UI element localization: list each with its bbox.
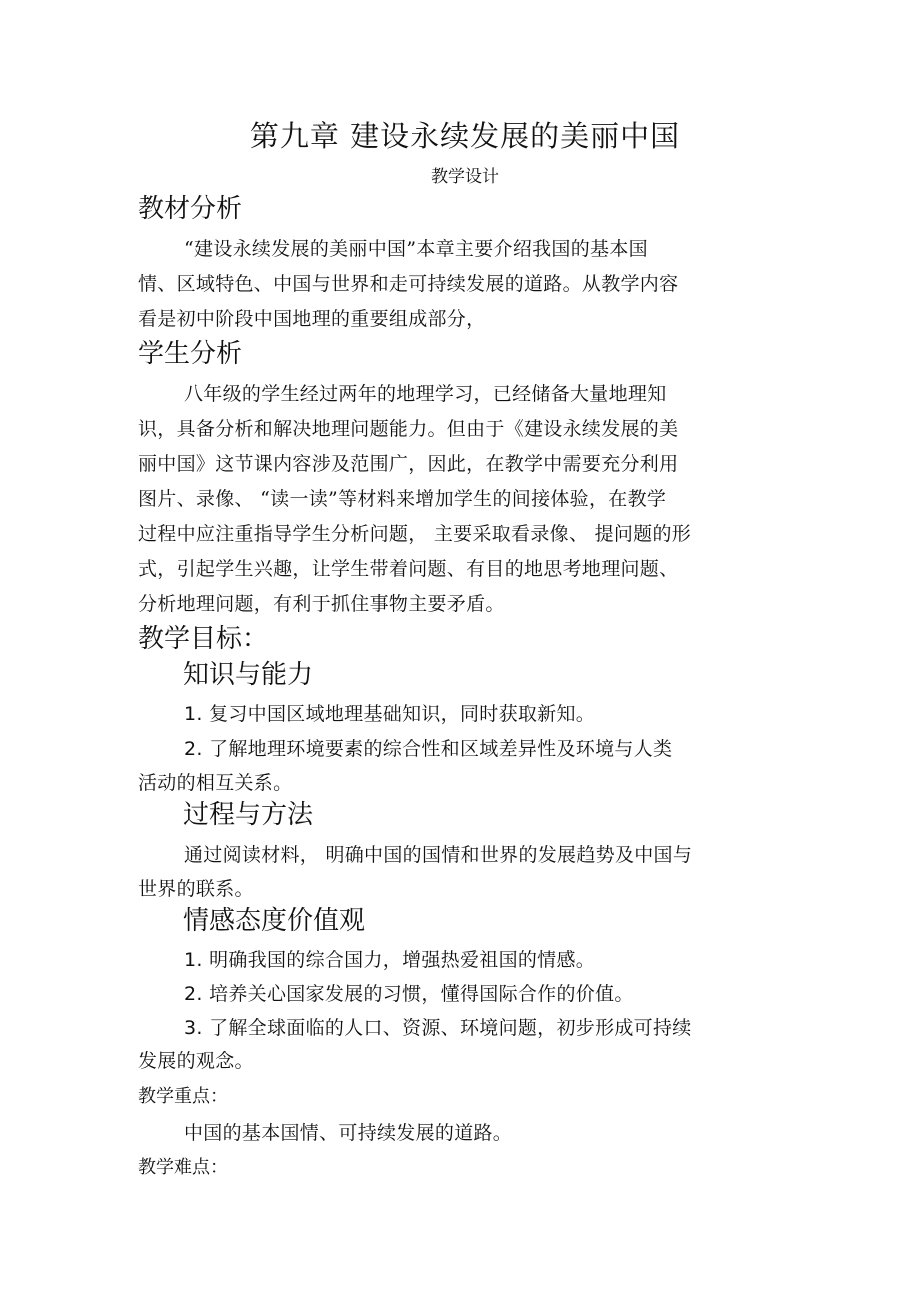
document-subtitle: 教学设计 bbox=[431, 167, 499, 187]
student-analysis-line: 图片、录像、 “读一读”等材料来增加学生的间接体验，在教学 bbox=[138, 488, 667, 510]
emotion-continuation: 发展的观念。 bbox=[138, 1050, 254, 1072]
knowledge-continuation: 活动的相互关系。 bbox=[138, 772, 293, 794]
emotion-values-heading: 情感态度价值观 bbox=[183, 906, 366, 936]
item-number: 1. bbox=[184, 703, 203, 725]
item-text: 了解地理环境要素的综合性和区域差异性及环境与人类 bbox=[209, 738, 673, 760]
student-analysis-line: 丽中国》这节课内容涉及范围广，因此，在教学中需要充分利用 bbox=[138, 453, 679, 475]
difficulties-heading: 教学难点： bbox=[138, 1157, 228, 1178]
emotion-item bbox=[184, 1013, 692, 1040]
student-analysis-line: 八年级的学生经过两年的地理学习，已经储备大量地理知 bbox=[184, 383, 667, 405]
process-method-heading: 过程与方法 bbox=[183, 800, 314, 830]
student-analysis-line: 分析地理问题，有利于抓住事物主要矛盾。 bbox=[138, 593, 505, 615]
material-analysis-line: 情、区域特色、中国与世界和走可持续发展的道路。从教学内容 bbox=[138, 273, 679, 295]
key-points-heading: 教学重点： bbox=[138, 1086, 228, 1107]
student-analysis-heading: 学生分析 bbox=[138, 339, 243, 369]
item-text: 培养关心国家发展的习惯，懂得国际合作的价值。 bbox=[209, 983, 634, 1005]
item-number: 2. bbox=[184, 983, 203, 1005]
process-method-line: 世界的联系。 bbox=[138, 878, 254, 900]
item-number: 2. bbox=[184, 738, 203, 760]
item-number: 3. bbox=[184, 1017, 203, 1039]
knowledge-item bbox=[184, 734, 672, 761]
item-text: 明确我国的综合国力，增强热爱祖国的情感。 bbox=[209, 949, 596, 971]
student-analysis-line: 过程中应注重指导学生分析问题， 主要采取看录像、 提问题的形 bbox=[138, 523, 692, 545]
knowledge-item bbox=[184, 699, 595, 726]
material-analysis-line: “建设永续发展的美丽中国”本章主要介绍我国的基本国 bbox=[184, 238, 648, 260]
process-method-line: 通过阅读材料， 明确中国的国情和世界的发展趋势及中国与 bbox=[184, 844, 693, 866]
emotion-item bbox=[184, 945, 595, 972]
key-points-text: 中国的基本国情、可持续发展的道路。 bbox=[184, 1122, 513, 1144]
document-title: 第九章 建设永续发展的美丽中国 bbox=[249, 119, 681, 153]
material-analysis-heading: 教材分析 bbox=[138, 194, 243, 224]
item-number: 1. bbox=[184, 949, 203, 971]
emotion-item bbox=[184, 979, 634, 1006]
student-analysis-line: 识，具备分析和解决地理问题能力。但由于《建设永续发展的美 bbox=[138, 418, 679, 440]
knowledge-ability-heading: 知识与能力 bbox=[183, 660, 314, 690]
item-text: 复习中国区域地理基础知识，同时获取新知。 bbox=[209, 703, 596, 725]
student-analysis-line: 式，引起学生兴趣，让学生带着问题、有目的地思考地理问题、 bbox=[138, 558, 679, 580]
item-text: 了解全球面临的人口、资源、环境问题，初步形成可持续 bbox=[209, 1017, 692, 1039]
objectives-heading: 教学目标： bbox=[138, 624, 269, 654]
material-analysis-line: 看是初中阶段中国地理的重要组成部分， bbox=[138, 308, 486, 330]
